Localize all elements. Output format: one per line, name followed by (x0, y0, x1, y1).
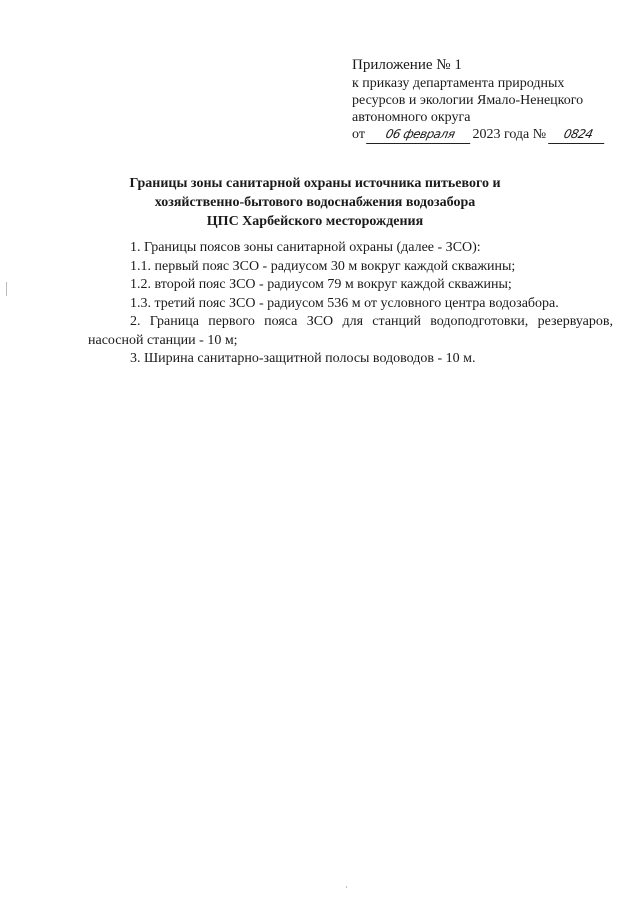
appendix-block (352, 56, 622, 144)
item-1-2: 1.2. второй пояс ЗСО - радиусом 79 м вокруг каждой скважины; (130, 277, 512, 292)
item-3: 3. Ширина санитарно-защитной полосы водоводов - 10 м. (130, 351, 476, 366)
appendix-line-2: ресурсов и экологии Ямало-Ненецкого (352, 93, 584, 108)
handwritten-order-number: 0824 (548, 126, 608, 144)
appendix-date-line (352, 126, 622, 144)
scan-margin-mark (6, 282, 7, 296)
appendix-year-text: 2023 года № (472, 127, 547, 142)
appendix-line-3: автономного округа (352, 110, 471, 125)
heading-line-2: хозяйственно-бытового водоснабжения водозабора (154, 195, 476, 210)
document-body (88, 239, 613, 369)
document-heading (120, 174, 510, 231)
heading-line-1: Границы зоны санитарной охраны источника питьевого и (129, 176, 501, 191)
heading-line-3: ЦПС Харбейского месторождения (206, 214, 424, 229)
item-2-continued: насосной станции - 10 м; (88, 332, 238, 348)
item-1-3: 1.3. третий пояс ЗСО - радиусом 536 м от условного центра водозабора. (130, 295, 559, 311)
item-1-1: 1.1. первый пояс ЗСО - радиусом 30 м вокруг каждой скважины; (130, 258, 516, 274)
appendix-line-1: к приказу департамента природных (352, 76, 565, 91)
item-2: 2. Граница первого пояса ЗСО для станций водоподготовки, резервуаров, (130, 314, 613, 329)
item-1: 1. Границы поясов зоны санитарной охраны (далее - ЗСО): (130, 240, 481, 255)
appendix-title: Приложение № 1 (352, 57, 462, 73)
scan-bottom-mark (346, 886, 347, 888)
appendix-from-label: от (352, 127, 365, 142)
handwritten-date: 06 февраля (367, 126, 475, 144)
